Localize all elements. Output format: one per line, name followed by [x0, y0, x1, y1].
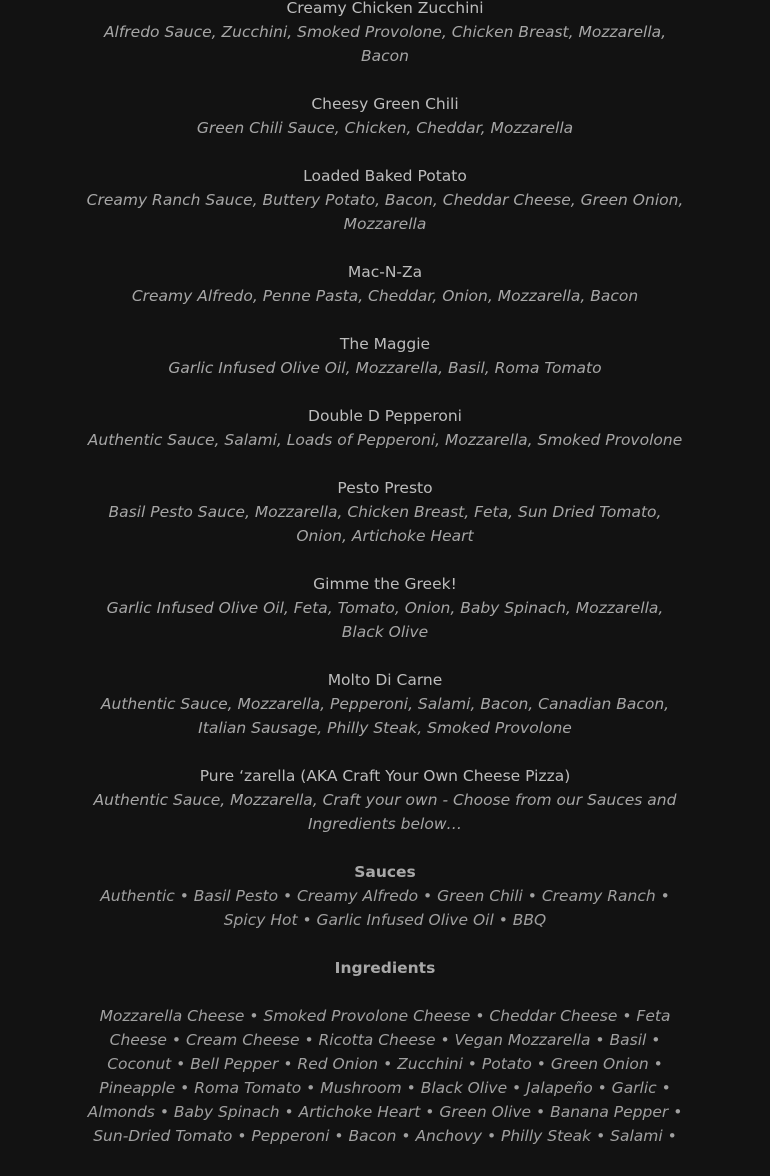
sauces-list: Authentic • Basil Pesto • Creamy Alfredo • Green Chili • Creamy Ranch • Spicy Hot • Garlic Infused Olive Oil • BBQ: [100, 887, 670, 929]
sauces-section: [0, 860, 770, 932]
item-name: Loaded Baked Potato: [303, 167, 467, 185]
item-name: Gimme the Greek!: [313, 575, 457, 593]
menu-item: [0, 476, 770, 548]
ingredients-section: [0, 956, 770, 1148]
menu-item: [0, 668, 770, 740]
menu-item: [0, 404, 770, 452]
item-description: Alfredo Sauce, Zucchini, Smoked Provolone, Chicken Breast, Mozzarella, Bacon: [103, 23, 667, 65]
item-description: Creamy Alfredo, Penne Pasta, Cheddar, Onion, Mozzarella, Bacon: [131, 287, 639, 305]
menu-item: [0, 572, 770, 644]
item-description: Authentic Sauce, Mozzarella, Pepperoni, Salami, Bacon, Canadian Bacon, Italian Sausage, Philly Steak, Smoked Provolone: [100, 695, 670, 737]
sauces-title: Sauces: [354, 863, 416, 881]
menu-item: [0, 164, 770, 236]
item-description: Authentic Sauce, Mozzarella, Craft your own - Choose from our Sauces and Ingredients below…: [93, 791, 677, 833]
menu-item: [0, 92, 770, 140]
item-name: Creamy Chicken Zucchini: [286, 0, 484, 17]
menu-item: [0, 260, 770, 308]
item-description: Garlic Infused Olive Oil, Mozzarella, Basil, Roma Tomato: [168, 359, 602, 377]
item-description: Basil Pesto Sauce, Mozzarella, Chicken Breast, Feta, Sun Dried Tomato, Onion, Artichoke Heart: [108, 503, 662, 545]
item-name: Cheesy Green Chili: [311, 95, 459, 113]
ingredients-title: Ingredients: [334, 959, 436, 977]
item-name: Double D Pepperoni: [308, 407, 462, 425]
menu-item: [0, 332, 770, 380]
item-name: Molto Di Carne: [327, 671, 443, 689]
item-name: Mac-N-Za: [347, 263, 423, 281]
item-name: Pesto Presto: [337, 479, 433, 497]
item-description: Authentic Sauce, Salami, Loads of Pepperoni, Mozzarella, Smoked Provolone: [87, 431, 683, 449]
menu-item: [0, 764, 770, 836]
item-description: Creamy Ranch Sauce, Buttery Potato, Bacon, Cheddar Cheese, Green Onion, Mozzarella: [86, 191, 684, 233]
item-description: Garlic Infused Olive Oil, Feta, Tomato, Onion, Baby Spinach, Mozzarella, Black Olive: [106, 599, 664, 641]
menu-item: [0, 0, 770, 68]
item-description: Green Chili Sauce, Chicken, Cheddar, Mozzarella: [196, 119, 574, 137]
item-name: Pure ‘zarella (AKA Craft Your Own Cheese Pizza): [199, 767, 571, 785]
item-name: The Maggie: [339, 335, 431, 353]
ingredients-list: Mozzarella Cheese • Smoked Provolone Cheese • Cheddar Cheese • Feta Cheese • Cream Cheese • Ricotta Cheese • Vegan Mozzarella • Basil • Coconut • Bell Pepper • Red Onion • Zucchini • Potato • Green Onion • Pineapple • Roma Tomato • Mushroom • Black Olive • Jalapeño • Garlic • Almonds • Baby Spinach • Artichoke Heart • Green Olive • Banana Pepper • Sun-Dried Tomato • Pepperoni • Bacon • Anchovy • Philly Steak • Salami •: [87, 1007, 683, 1145]
